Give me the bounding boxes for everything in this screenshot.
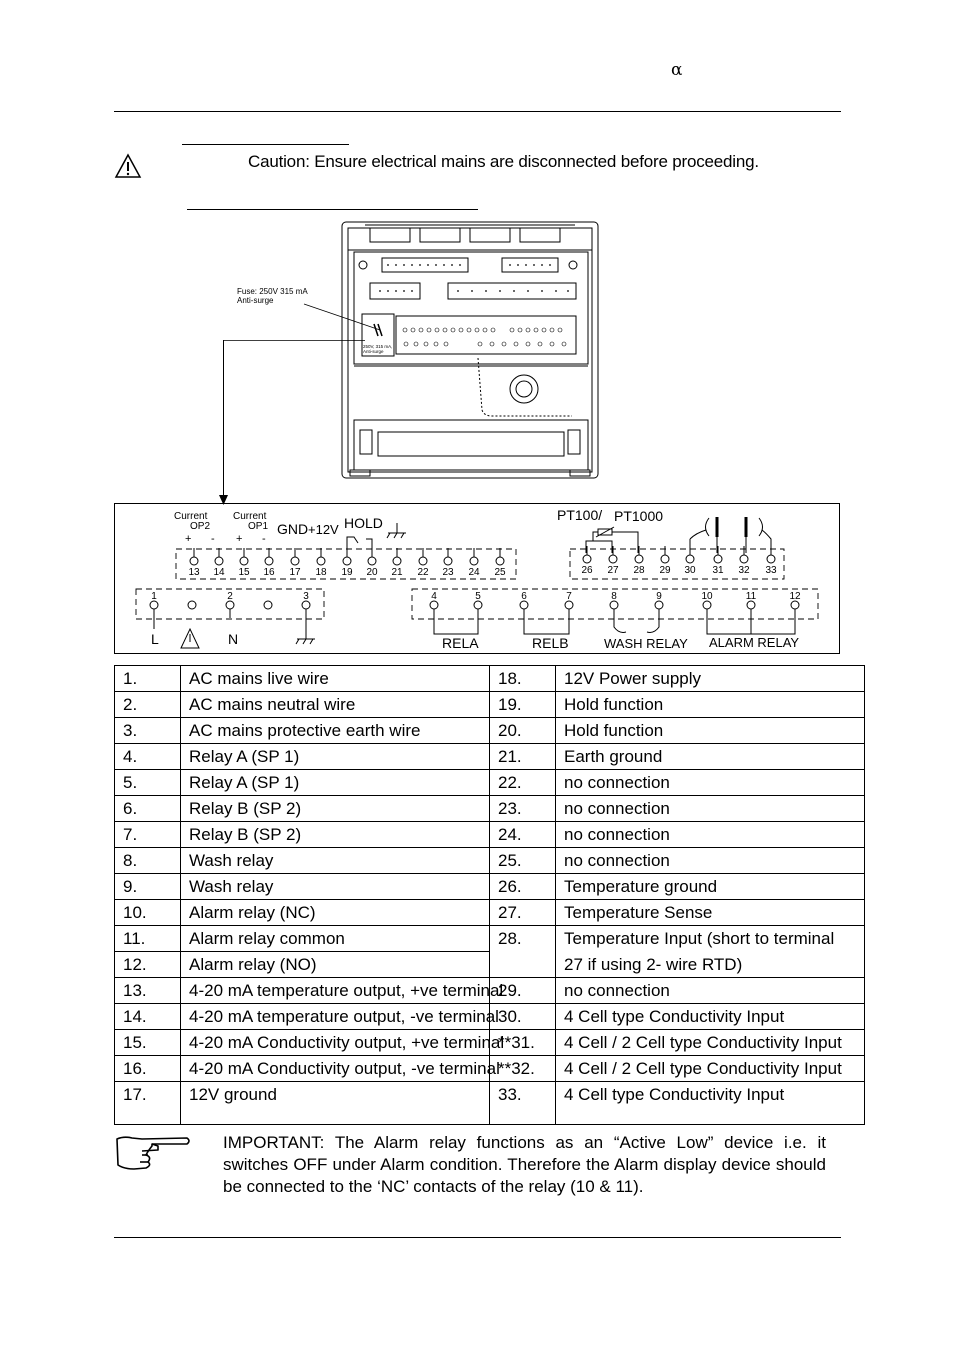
right-terminal-screw: [609, 555, 617, 563]
pin-description-cell: 4 Cell type Conductivity Input: [556, 1082, 865, 1125]
table-row: [115, 666, 865, 692]
relay-terminal-number: 9: [656, 591, 662, 602]
pin-number-cell: 3.: [115, 718, 181, 744]
mains-label-l: L: [151, 631, 159, 647]
pin-description-cell: Hold function: [556, 718, 865, 744]
top-terminal-number: 21: [391, 567, 403, 578]
top-terminal-screw: [393, 557, 401, 565]
pin-description-cell: AC mains live wire: [181, 666, 490, 692]
relay-terminal-screw: [565, 601, 573, 609]
pin-number-cell: 7.: [115, 822, 181, 848]
pin-description-cell: Alarm relay common: [181, 926, 490, 952]
mains-terminal-screw: [226, 601, 234, 609]
table-row: [115, 848, 865, 874]
top-terminal-number: 15: [238, 567, 250, 578]
svg-text:+: +: [185, 533, 192, 545]
top-terminal-screw: [190, 557, 198, 565]
table-row: [115, 744, 865, 770]
svg-text:-: -: [211, 533, 215, 545]
pin-number-cell: 19.: [490, 692, 556, 718]
right-terminal-screw: [740, 555, 748, 563]
pin-number-cell: **32.: [490, 1056, 556, 1082]
pin-number-cell: 6.: [115, 796, 181, 822]
warning-triangle-icon: [114, 153, 142, 179]
right-terminal-screw: [767, 555, 775, 563]
table-row: [115, 796, 865, 822]
pin-number-cell: 33.: [490, 1082, 556, 1125]
section-underline-1: [182, 144, 349, 145]
right-terminal-number: 26: [581, 565, 593, 576]
top-terminal-number: 22: [417, 567, 429, 578]
pin-description-cell: AC mains neutral wire: [181, 692, 490, 718]
pin-description-cell: AC mains protective earth wire: [181, 718, 490, 744]
pin-number-cell: 5.: [115, 770, 181, 796]
mains-blank-screw: [188, 601, 196, 609]
important-note: IMPORTANT: The Alarm relay functions as an “Active Low” device i.e. it switches OFF under Alarm condition. Therefore the Alarm display device should be connected to the ‘NC’ contacts of the relay (10 & 11).: [223, 1133, 826, 1196]
pt1000-label: PT1000: [614, 508, 664, 524]
pin-number-cell: 4.: [115, 744, 181, 770]
mains-terminal-number: 1: [151, 591, 157, 602]
relay-terminal-screw: [791, 601, 799, 609]
top-terminal-screw: [317, 557, 325, 565]
pin-number-cell: 11.: [115, 926, 181, 952]
right-terminal-number: 27: [607, 565, 619, 576]
pin-number-cell: 9.: [115, 874, 181, 900]
op2-label: OP2: [190, 521, 211, 532]
table-row: [115, 822, 865, 848]
relay-terminal-screw: [610, 601, 618, 609]
pin-description-cell: Alarm relay (NO): [181, 952, 490, 978]
pin-number-cell: 15.: [115, 1030, 181, 1056]
pin-description-cell: Relay B (SP 2): [181, 822, 490, 848]
top-terminal-number: 14: [213, 567, 225, 578]
pin-number-cell: 16.: [115, 1056, 181, 1082]
fuse-small-line2: Anti-surge: [363, 349, 384, 354]
right-terminal-screw: [686, 555, 694, 563]
pin-number-cell: 26.: [490, 874, 556, 900]
pin-description-cell: 4-20 mA temperature output, -ve terminal: [181, 1004, 490, 1030]
top-terminal-screw: [496, 557, 504, 565]
top-terminal-number: 23: [442, 567, 454, 578]
plus12v-label: +12V: [308, 522, 339, 537]
top-terminal-screw: [265, 557, 273, 565]
table-row: [115, 692, 865, 718]
top-terminal-number: 25: [494, 567, 506, 578]
top-terminal-screw: [470, 557, 478, 565]
relay-terminal-screw: [747, 601, 755, 609]
top-terminal-number: 19: [341, 567, 353, 578]
relay-terminal-number: 5: [475, 591, 481, 602]
table-row: [115, 1004, 865, 1030]
pin-number-cell: 25.: [490, 848, 556, 874]
right-terminal-screw: [714, 555, 722, 563]
right-terminal-number: 33: [765, 565, 777, 576]
pin-number-cell: **31.: [490, 1030, 556, 1056]
pin-number-cell: 24.: [490, 822, 556, 848]
pin-description-cell: 4 Cell / 2 Cell type Conductivity Input: [556, 1056, 865, 1082]
relay-label-rela: RELA: [442, 635, 479, 651]
pin-number-cell: 28.: [490, 926, 556, 952]
relay-label-alarm: ALARM RELAY: [709, 635, 800, 650]
header-rule: [114, 111, 841, 112]
right-terminal-number: 31: [712, 565, 724, 576]
top-terminal-screw: [368, 557, 376, 565]
relay-terminal-number: 7: [566, 591, 572, 602]
pin-number-cell: 10.: [115, 900, 181, 926]
top-terminal-number: 24: [468, 567, 480, 578]
top-terminal-screw: [240, 557, 248, 565]
top-terminal-number: 13: [188, 567, 200, 578]
relay-terminal-screw: [474, 601, 482, 609]
table-row: [115, 1082, 865, 1125]
right-terminal-number: 32: [738, 565, 750, 576]
pin-number-cell: 27.: [490, 900, 556, 926]
top-terminal-screw: [343, 557, 351, 565]
pin-number-cell: 23.: [490, 796, 556, 822]
pin-number-cell: 1.: [115, 666, 181, 692]
pin-number-cell: 12.: [115, 952, 181, 978]
pin-number-cell: 20.: [490, 718, 556, 744]
pin-description-cell: Temperature Input (short to terminal: [556, 926, 865, 952]
pin-description-cell: Relay B (SP 2): [181, 796, 490, 822]
pin-number-cell: 18.: [490, 666, 556, 692]
table-row: [115, 952, 865, 978]
top-terminal-screw: [419, 557, 427, 565]
current-label-op2: Current: [174, 511, 208, 522]
op1-label: OP1: [248, 521, 269, 532]
top-terminal-screw: [291, 557, 299, 565]
pointing-hand-icon: [114, 1133, 194, 1173]
pt100-label: PT100/: [557, 507, 603, 523]
table-row: [115, 1056, 865, 1082]
fuse-label-line2: Anti-surge: [237, 296, 274, 305]
pin-description-cell: 4 Cell type Conductivity Input: [556, 1004, 865, 1030]
relay-terminal-screw: [655, 601, 663, 609]
pin-number-cell: 21.: [490, 744, 556, 770]
terminal-pin-table: [114, 665, 865, 1125]
table-row: [115, 718, 865, 744]
caution-text: Caution: Ensure electrical mains are disconnected before proceeding.: [248, 152, 759, 171]
pin-description-cell: no connection: [556, 978, 865, 1004]
pin-description-cell: Temperature Sense: [556, 900, 865, 926]
fuse-pointer-line: [215, 335, 375, 507]
pin-description-cell: 12V ground: [181, 1082, 490, 1125]
pin-description-cell: 4-20 mA temperature output, +ve terminal: [181, 978, 490, 1004]
hold-label: HOLD: [344, 515, 383, 531]
mains-terminal-screw: [150, 601, 158, 609]
table-row: [115, 900, 865, 926]
top-terminal-number: 16: [263, 567, 275, 578]
pin-number-cell: 22.: [490, 770, 556, 796]
right-terminal-number: 29: [659, 565, 671, 576]
mains-terminal-number: 3: [303, 591, 309, 602]
right-terminal-number: 28: [633, 565, 645, 576]
relay-terminal-number: 12: [789, 591, 801, 602]
pin-number-cell: 29.: [490, 978, 556, 1004]
mains-blank-screw: [264, 601, 272, 609]
pin-description-cell: Alarm relay (NC): [181, 900, 490, 926]
table-row: [115, 978, 865, 1004]
pin-number-cell: 14.: [115, 1004, 181, 1030]
right-terminal-screw: [635, 555, 643, 563]
relay-label-wash: WASH RELAY: [604, 636, 688, 651]
pin-description-cell: no connection: [556, 848, 865, 874]
pin-description-cell: Relay A (SP 1): [181, 770, 490, 796]
relay-label-relb: RELB: [532, 635, 569, 651]
relay-terminal-number: 10: [701, 591, 713, 602]
svg-text:-: -: [262, 533, 266, 545]
fuse-label-line1: Fuse: 250V 315 mA: [237, 287, 308, 296]
pin-description-cell: 27 if using 2- wire RTD): [556, 952, 865, 978]
pin-number-cell: 30.: [490, 1004, 556, 1030]
right-terminal-number: 30: [684, 565, 696, 576]
relay-terminal-number: 4: [431, 591, 437, 602]
table-row: [115, 770, 865, 796]
pin-description-cell: 12V Power supply: [556, 666, 865, 692]
pin-description-cell: no connection: [556, 822, 865, 848]
gnd-label: GND: [277, 521, 309, 537]
table-row: [115, 926, 865, 952]
mains-terminal-number: 2: [227, 591, 233, 602]
pin-description-cell: no connection: [556, 770, 865, 796]
relay-terminal-number: 6: [521, 591, 527, 602]
pin-number-cell: 2.: [115, 692, 181, 718]
pin-description-cell: Relay A (SP 1): [181, 744, 490, 770]
terminal-strip-diagram: [114, 503, 841, 655]
relay-terminal-number: 8: [611, 591, 617, 602]
pin-description-cell: Wash relay: [181, 874, 490, 900]
mains-label-n: N: [228, 631, 239, 647]
relay-terminal-screw: [430, 601, 438, 609]
pin-description-cell: Earth ground: [556, 744, 865, 770]
fuse-small-line1: 250V, 315 mA,: [363, 344, 393, 349]
top-terminal-screw: [215, 557, 223, 565]
top-terminal-number: 18: [315, 567, 327, 578]
table-row: [115, 1030, 865, 1056]
relay-terminal-screw: [520, 601, 528, 609]
top-terminal-number: 17: [289, 567, 301, 578]
right-terminal-screw: [661, 555, 669, 563]
current-label-op1: Current: [233, 511, 267, 522]
pin-description-cell: Hold function: [556, 692, 865, 718]
pin-number-cell: [490, 952, 556, 978]
top-terminal-screw: [444, 557, 452, 565]
right-terminal-screw: [583, 555, 591, 563]
top-terminal-number: 20: [366, 567, 378, 578]
relay-terminal-number: 11: [745, 591, 757, 602]
table-row: [115, 874, 865, 900]
svg-text:+: +: [236, 533, 243, 545]
pin-number-cell: 8.: [115, 848, 181, 874]
pin-description-cell: Temperature ground: [556, 874, 865, 900]
pin-description-cell: no connection: [556, 796, 865, 822]
footer-rule: [114, 1237, 841, 1238]
section-underline-2: [187, 209, 478, 210]
caution-small-icon: [154, 618, 199, 648]
earth-symbol-icon: [296, 618, 315, 644]
mains-terminal-screw: [302, 601, 310, 609]
relay-terminal-screw: [703, 601, 711, 609]
pin-number-cell: 17.: [115, 1082, 181, 1125]
pin-description-cell: 4 Cell / 2 Cell type Conductivity Input: [556, 1030, 865, 1056]
pin-description-cell: Wash relay: [181, 848, 490, 874]
pin-number-cell: 13.: [115, 978, 181, 1004]
header-symbol: α: [671, 60, 683, 80]
pin-description-cell: 4-20 mA Conductivity output, -ve terminal: [181, 1056, 490, 1082]
pin-description-cell: 4-20 mA Conductivity output, +ve terminal: [181, 1030, 490, 1056]
